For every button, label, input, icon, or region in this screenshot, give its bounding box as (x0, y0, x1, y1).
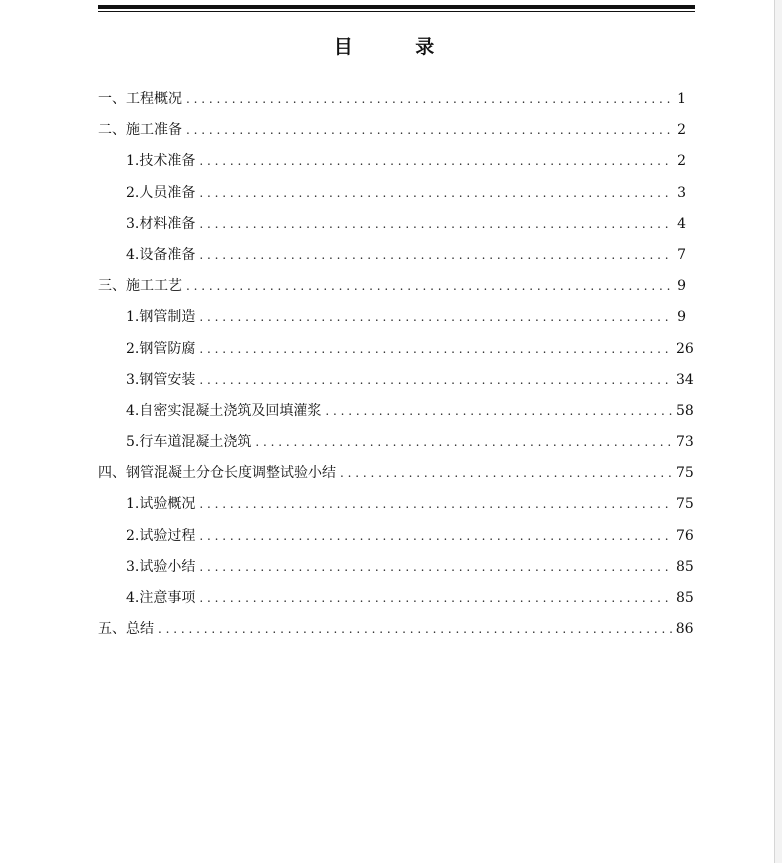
toc-entry-label: 2.试验过程 (126, 527, 196, 544)
table-of-contents (98, 88, 694, 649)
toc-entry[interactable] (98, 587, 694, 618)
toc-entry-page-number: 2 (677, 153, 686, 170)
toc-dot-leader (199, 493, 672, 515)
toc-entry-label: 一、工程概况 (98, 91, 182, 107)
toc-dot-leader (199, 182, 672, 204)
toc-entry-label: 2.人员准备 (126, 184, 196, 201)
toc-dot-leader (199, 338, 672, 360)
toc-entry-page-number: 75 (676, 465, 694, 482)
toc-entry-page-number: 3 (677, 184, 686, 201)
toc-entry-label: 三、施工工艺 (98, 278, 182, 295)
toc-dot-leader (255, 431, 672, 453)
toc-dot-leader (186, 275, 672, 297)
toc-dot-leader (325, 400, 672, 422)
toc-entry[interactable] (98, 306, 686, 337)
toc-entry[interactable] (98, 462, 694, 493)
toc-entry[interactable] (98, 431, 694, 462)
toc-entry[interactable] (98, 150, 686, 181)
toc-entry-label: 4.设备准备 (126, 246, 196, 263)
toc-dot-leader (199, 587, 672, 609)
toc-entry[interactable] (98, 275, 686, 306)
toc-entry-label: 1.试验概况 (126, 496, 196, 513)
toc-entry-label: 4.自密实混凝土浇筑及回填灌浆 (126, 402, 322, 419)
toc-dot-leader (199, 244, 672, 266)
toc-entry-label: 3.试验小结 (126, 558, 196, 575)
toc-entry-label: 3.材料准备 (126, 215, 196, 232)
toc-entry-page-number: 34 (676, 371, 694, 388)
toc-dot-leader (199, 525, 672, 547)
toc-entry-page-number: 75 (676, 496, 694, 513)
toc-dot-leader (199, 369, 672, 391)
toc-entry-page-number: 9 (677, 278, 686, 295)
toc-entry-label: 2.钢管防腐 (126, 340, 196, 357)
toc-entry-page-number: 9 (677, 309, 686, 326)
page-gutter (775, 0, 782, 863)
toc-dot-leader (186, 88, 672, 110)
toc-entry-label: 二、施工准备 (98, 122, 182, 139)
toc-entry-page-number: 7 (677, 246, 686, 263)
toc-entry-page-number: 76 (676, 527, 694, 544)
toc-dot-leader (186, 119, 672, 141)
toc-entry[interactable] (98, 493, 694, 524)
toc-entry[interactable] (98, 182, 686, 213)
toc-entry-label: 1.技术准备 (126, 153, 196, 170)
toc-entry-label: 1.钢管制造 (126, 309, 196, 326)
toc-entry-page-number: 73 (676, 434, 694, 451)
toc-dot-leader (199, 213, 672, 235)
toc-entry-page-number: 4 (677, 215, 686, 232)
toc-entry-page-number: 26 (676, 340, 694, 357)
toc-entry[interactable] (98, 618, 694, 649)
toc-entry-page-number: 1 (677, 91, 686, 107)
toc-dot-leader (158, 618, 672, 640)
toc-entry-label: 5.行车道混凝土浇筑 (126, 434, 252, 451)
toc-entry[interactable] (98, 556, 694, 587)
toc-entry-label: 五、总结 (98, 621, 154, 638)
toc-entry[interactable] (98, 338, 694, 369)
toc-entry[interactable] (98, 525, 694, 556)
toc-entry-label: 4.注意事项 (126, 590, 196, 606)
toc-entry[interactable] (98, 119, 686, 150)
toc-dot-leader (199, 150, 672, 172)
toc-dot-leader (199, 556, 672, 578)
toc-entry-page-number: 85 (676, 558, 694, 575)
header-double-rule (98, 5, 695, 12)
toc-entry-page-number: 85 (676, 590, 694, 606)
toc-entry-label: 四、钢管混凝土分仓长度调整试验小结 (98, 465, 336, 482)
toc-title: 目 录 (333, 36, 463, 58)
toc-entry-page-number: 86 (675, 621, 694, 638)
toc-entry-page-number: 2 (677, 122, 686, 139)
toc-dot-leader (340, 462, 672, 484)
toc-entry-page-number: 58 (676, 402, 694, 419)
toc-entry[interactable] (98, 213, 686, 244)
toc-entry[interactable] (98, 400, 694, 431)
toc-entry[interactable] (98, 88, 686, 119)
toc-entry[interactable] (98, 369, 694, 400)
toc-dot-leader (199, 306, 672, 328)
toc-entry[interactable] (98, 244, 686, 275)
toc-entry-label: 3.钢管安装 (126, 371, 196, 388)
